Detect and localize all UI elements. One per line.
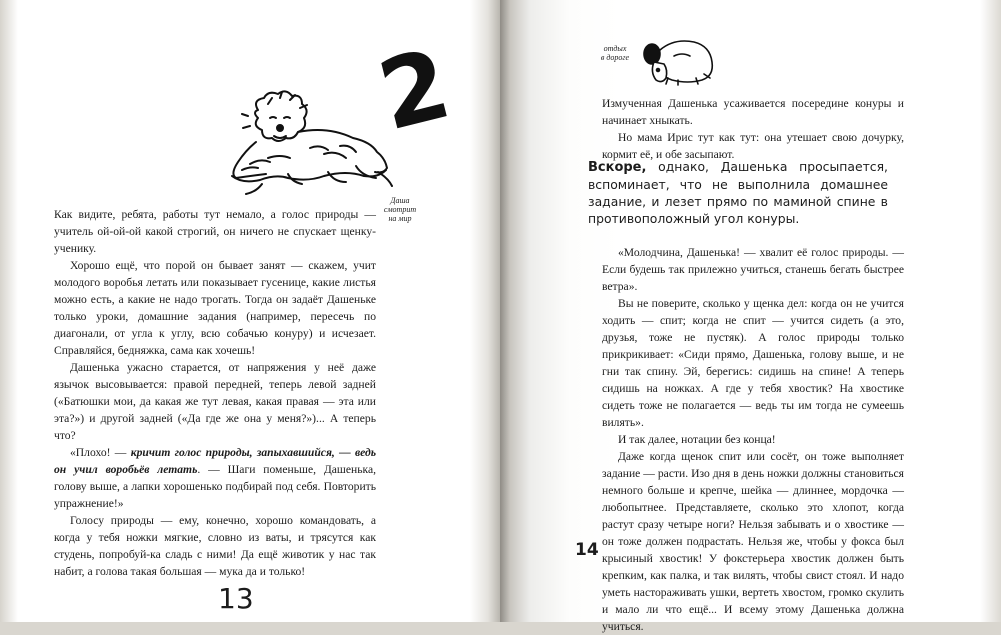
- paragraph: Голосу природы — ему, конечно, хорошо командовать, а когда у тебя ножки мягкие, словно из ваты, и трясутся как студень, попробуй-ка сладь с ними! Да ещё животик у нас так набит, а голова такая большая — мука да и только!: [54, 514, 376, 578]
- caption-line: смотрит: [383, 205, 417, 214]
- caption-line: отдых: [603, 44, 627, 53]
- paragraph-emphasis: кричит голос природы, запыхавшийся, — ведь он учил воробьёв летать: [54, 446, 376, 476]
- paragraph: Даже когда щенок спит или сосёт, он тоже выполняет задание — расти. Изо дня в день ножки должны становиться немного больше и крепче, шейка — длиннее, мордочка — любопытнее. Представляете, сколько это хлопот, когда растут сразу четыре ноги? Нельзя забывать и о хвостике — он тоже должен подрастать. Нельзя же, чтобы у фокса был крысиный хвостик! У фокстерьера хвостик должен быть крепким, как палка, и так вилять, чтобы свист стоял. И надо уметь настораживать ушки, вертеть хвостом, громко скулить и мало ли что ещё... И всему этому Дашенька должна учиться.: [602, 450, 904, 633]
- left-page: [0, 0, 500, 622]
- paragraph: Хорошо ещё, что порой он бывает занят — скажем, учит молодого воробья летать или показывает гусенице, какие листья можно есть, а какие не надо трогать. Тогда он задаёт Дашеньке только уроки, домашние задания (например, пересечь по диагонали, от угла к углу, всю собачью конуру) и исчезает. Справляйся, бедняжка, сама как хочешь!: [54, 259, 376, 357]
- page-number: 14: [575, 540, 599, 560]
- illustration-caption: [593, 44, 637, 62]
- paragraph: Вы не поверите, сколько у щенка дел: когда он не учится ходить — спит; когда не спит — учится сидеть (а это, друзья, тоже не пустяк). А голос природы только прикрикивает: «Сиди прямо, Дашенька, голову выше, и не гни так спину. Эй, берегись: сидишь на спине! А теперь сидишь на ножках. А где у тебя хвостик? На хвостике сидеть тоже не полагается — ведь ты им тогда не сумеешь вилять».: [602, 297, 904, 429]
- puppy-illustration: [228, 92, 398, 204]
- chapter-number: 2: [368, 27, 461, 153]
- page-number: 13: [218, 582, 254, 615]
- caption-line: в дороге: [600, 53, 630, 62]
- resting-dogs-illustration: [638, 36, 718, 86]
- left-body-text: [54, 206, 376, 580]
- lead-word: Вскоре,: [588, 160, 647, 175]
- paragraph: И так далее, нотации без конца!: [618, 433, 776, 446]
- paragraph: Дашенька ужасно старается, от напряжения у неё даже язычок высовывается: правой передней, теперь левой задней («Батюшки мои, да какая же тут левая, какая правая — эта или эта?») и другой задней («Да где же она у меня?»)... А теперь что?: [54, 361, 376, 442]
- paragraph: Но мама Ирис тут как тут: она утешает свою дочурку, кормит её, и обе засыпают.: [602, 131, 904, 161]
- paragraph: Измученная Дашенька усаживается посередине конуры и начинает хныкать.: [602, 97, 904, 127]
- caption-line: на мир: [388, 214, 412, 223]
- illustration-caption: [378, 196, 422, 223]
- right-intro-text: [602, 95, 904, 163]
- paragraph: «Молодчина, Дашенька! — хвалит её голос природы. — Если будешь так прилежно учиться, станешь бегать быстрее ветра».: [602, 246, 904, 293]
- lead-paragraph: [588, 158, 888, 227]
- paragraph-text: . — Шаги поменьше, Дашенька, голову выше, а лапки хорошенько подбирай под себя. Повторить упражнение!»: [54, 463, 376, 510]
- right-page: [500, 0, 1001, 633]
- paragraph-text: однако, Дашенька просыпается, вспоминает, что не выполнила домашнее задание, и лезет прямо по маминой спине в противоположный угол конуры.: [588, 159, 888, 226]
- caption-line: Даша: [390, 196, 410, 205]
- paragraph: Как видите, ребята, работы тут немало, а голос природы — учитель ой-ой-ой какой строгий, он ничего не спускает щенку-ученику.: [54, 208, 376, 255]
- paragraph: [588, 158, 888, 227]
- right-body-text: [602, 244, 904, 635]
- paragraph: [54, 444, 376, 512]
- paragraph-text: «Плохо! —: [70, 446, 131, 459]
